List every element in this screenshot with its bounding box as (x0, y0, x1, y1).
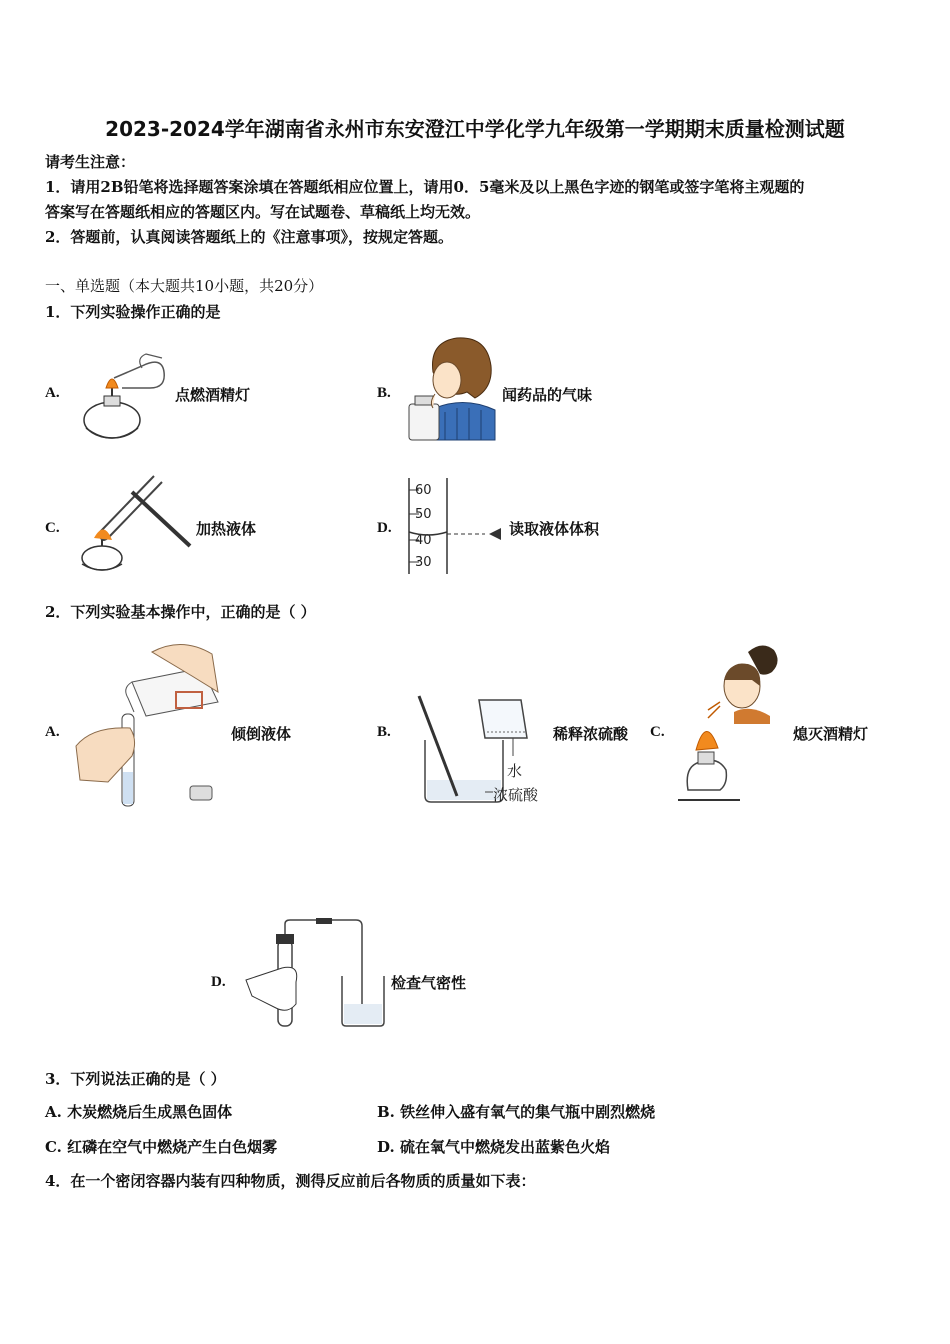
q3-option-d-letter: D. (377, 1138, 395, 1156)
q2-option-c-letter[interactable]: C. (650, 724, 665, 740)
q2-option-d-letter[interactable]: D. (211, 974, 226, 990)
q1-option-b-text: 闻药品的气味 (502, 386, 593, 404)
cylinder-tick-label: 40 (415, 533, 432, 548)
q1-option-a-text: 点燃酒精灯 (175, 386, 251, 404)
q3-stem: 3．下列说法正确的是（ ） (45, 1070, 226, 1088)
page-title: 2023-2024学年湖南省永州市东安澄江中学化学九年级第一学期期末质量检测试题 (105, 117, 845, 141)
q1-option-d-text: 读取液体体积 (509, 520, 600, 538)
q1-option-c-text: 加热液体 (196, 520, 257, 538)
q3-option-a[interactable] (45, 1102, 232, 1122)
q1-c-heating-figure (72, 468, 194, 578)
q3-option-b[interactable] (377, 1102, 655, 1122)
label-water: 水 (507, 762, 523, 780)
q2-option-b-text: 稀释浓硫酸 (553, 725, 629, 743)
notice-line-2: 2．答题前，认真阅读答题纸上的《注意事项》，按规定答题。 (45, 228, 453, 246)
q2-d-airtight-figure (238, 918, 388, 1033)
q3-option-d[interactable] (377, 1137, 610, 1157)
q4-stem: 4．在一个密闭容器内装有四种物质，测得反应前后各物质的质量如下表： (45, 1172, 536, 1190)
q2-option-b-letter[interactable]: B. (377, 724, 391, 740)
notice-line-1a: 1．请用2B铅笔将选择题答案涂填在答题纸相应位置上，请用0．5毫米及以上黑色字迹的钢笔或签字笔将主观题的 (45, 178, 805, 196)
q2-option-a-letter[interactable]: A. (45, 724, 60, 740)
q3-option-a-letter: A. (45, 1103, 62, 1121)
q2-option-d-text: 检查气密性 (391, 974, 467, 992)
cylinder-tick-label: 30 (415, 555, 432, 570)
label-concentrated-acid: 浓硫酸 (493, 786, 539, 804)
q1-option-c-letter[interactable]: C. (45, 520, 60, 536)
q2-b-dilution-figure (405, 692, 553, 807)
q3-option-c-letter: C. (45, 1138, 62, 1156)
q3-option-c-text: 红磷在空气中燃烧产生白色烟雾 (67, 1138, 278, 1156)
section-heading: 一、单选题（本大题共10小题，共20分） (45, 277, 324, 295)
q1-b-smell-figure (405, 332, 500, 444)
q3-option-c[interactable] (45, 1137, 277, 1157)
q3-option-b-text: 铁丝伸入盛有氧气的集气瓶中剧烈燃烧 (400, 1103, 656, 1121)
q2-option-c-text: 熄灭酒精灯 (793, 725, 869, 743)
q1-a-lamp-figure (72, 348, 172, 448)
eye-icon (489, 528, 501, 540)
cylinder-tick-label: 50 (415, 507, 432, 522)
q3-option-b-letter: B. (377, 1103, 395, 1121)
q2-option-a-text: 倾倒液体 (231, 725, 292, 743)
q2-c-blowing-figure (678, 640, 788, 808)
notice-line-1b: 答案写在答题纸相应的答题区内。写在试题卷、草稿纸上均无效。 (45, 203, 481, 221)
q1-d-cylinder-figure (405, 476, 505, 576)
q1-option-d-letter[interactable]: D. (377, 520, 392, 536)
notice-heading: 请考生注意： (45, 153, 136, 171)
q1-option-a-letter[interactable]: A. (45, 385, 60, 401)
cylinder-tick-label: 60 (415, 483, 432, 498)
q1-option-b-letter[interactable]: B. (377, 385, 391, 401)
q2-stem: 2．下列实验基本操作中，正确的是（ ） (45, 603, 316, 621)
q3-option-d-text: 硫在氧气中燃烧发出蓝紫色火焰 (399, 1138, 610, 1156)
q3-option-a-text: 木炭燃烧后生成黑色固体 (67, 1103, 233, 1121)
q1-stem: 1．下列实验操作正确的是 (45, 303, 221, 321)
q2-a-pouring-figure (72, 632, 227, 810)
